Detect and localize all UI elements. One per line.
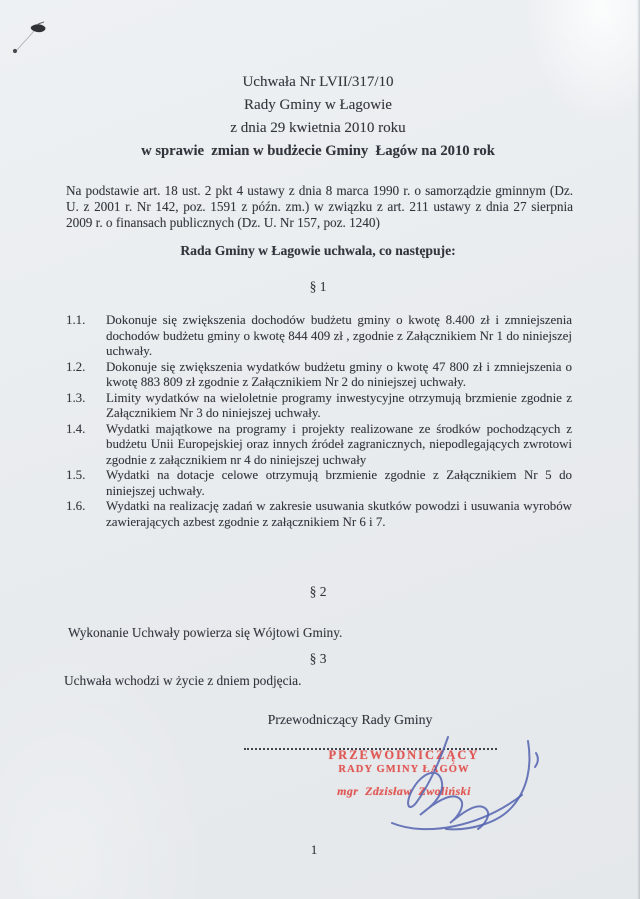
list-item-text: Dokonuje się zwiększenia dochodów budżetu gminy o kwotę 8.400 zł i zmniejszenia dochodów budżetu gminy o kwotę 844 409 zł , zgodnie z Załącznikiem Nr 1 do niniejszej uchwały. bbox=[106, 313, 572, 358]
document-subject-line: w sprawie zmian w budżecie Gminy Łagów na 2010 rok bbox=[141, 143, 495, 159]
list-item bbox=[66, 360, 572, 391]
list-item bbox=[66, 468, 572, 499]
list-item-number: 1.1. bbox=[66, 313, 86, 327]
list-item-text: Dokonuje się zwiększenia wydatków budżetu gminy o kwotę 47 800 zł i zmniejszenia o kwotę 883 809 zł zgodnie z Załącznikiem Nr 2 do niniejszej uchwały. bbox=[106, 359, 572, 389]
list-item-text: Wydatki na realizację zadań w zakresie usuwania skutków powodzi i usuwania wyrobów zawierających azbest zgodnie z załącznikiem Nr 6 i 7. bbox=[106, 499, 572, 529]
stamp-line-1: PRZEWODNICZĄCY bbox=[328, 748, 480, 762]
document-title-line2: Rady Gminy w Łagowie bbox=[244, 97, 392, 113]
page-number: 1 bbox=[310, 842, 318, 857]
list-item-text: Wydatki na dotacje celowe otrzymują brzmienie zgodnie z Załącznikiem Nr 5 do niniejszej uchwały. bbox=[106, 468, 572, 498]
list-item bbox=[66, 499, 572, 530]
section-3-text: Uchwała wchodzi w życie z dniem podjęcia. bbox=[64, 673, 302, 688]
legal-basis-paragraph: Na podstawie art. 18 ust. 2 pkt 4 ustawy z dnia 8 marca 1990 r. o samorządzie gminnym (Dz. U. z 2001 r. Nr 142, poz. 1591 z późn. zm.) w związku z art. 211 ustawy z dnia 27 sierpnia 2009 r. o finansach publicznych (Dz. U. Nr 157, poz. 1240) bbox=[66, 183, 573, 231]
stamp-line-3: mgr Zdzisław Zwoliński bbox=[337, 784, 471, 798]
list-item-text: Limity wydatków na wieloletnie programy inwestycyjne otrzymują brzmienie zgodnie z Załącznikiem Nr 3 do niniejszej uchwały. bbox=[106, 390, 572, 420]
handwritten-signature bbox=[330, 723, 545, 838]
list-item-number: 1.6. bbox=[66, 499, 86, 513]
ink-mark bbox=[8, 8, 68, 63]
section-2-text: Wykonanie Uchwały powierza się Wójtowi Gminy. bbox=[68, 625, 343, 640]
list-item-number: 1.4. bbox=[66, 421, 86, 436]
section-2-heading: § 2 bbox=[309, 584, 327, 599]
list-item bbox=[66, 313, 572, 360]
list-item bbox=[66, 391, 572, 422]
document-title-line3: z dnia 29 kwietnia 2010 roku bbox=[230, 120, 406, 136]
list-item-number: 1.5. bbox=[66, 468, 86, 482]
document-title-line1: Uchwała Nr LVII/317/10 bbox=[242, 74, 394, 90]
list-item-text: Wydatki majątkowe na programy i projekty realizowane ze środków pochodzących z budżetu Unii Europejskiej oraz innych źródeł zagranicznych, niepodlegających zwrotowi zgodnie z załącznikiem nr 4 do niniejszej uchwały bbox=[106, 421, 572, 467]
list-item-number: 1.2. bbox=[66, 359, 86, 374]
enacting-clause: Rada Gminy w Łagowie uchwala, co następuje: bbox=[180, 243, 456, 258]
stamp-line-2: RADY GMINY ŁAGÓW bbox=[338, 764, 470, 775]
signature-title: Przewodniczący Rady Gminy bbox=[267, 712, 433, 727]
list-item-number: 1.3. bbox=[66, 390, 86, 405]
section-3-heading: § 3 bbox=[309, 651, 327, 666]
list-item bbox=[66, 422, 572, 469]
section-1-heading: § 1 bbox=[309, 279, 327, 294]
section-1-item-list bbox=[66, 313, 572, 530]
document-title-block bbox=[0, 71, 636, 163]
